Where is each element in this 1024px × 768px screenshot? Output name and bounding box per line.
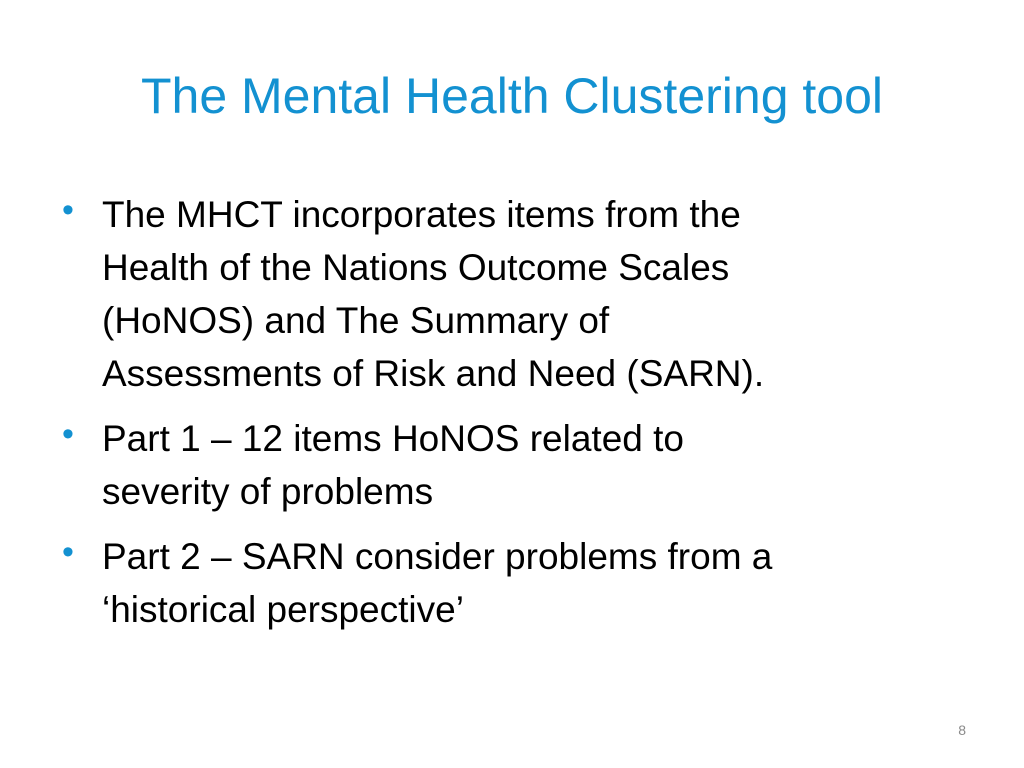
slide-title: The Mental Health Clustering tool — [140, 68, 884, 124]
bullet-list — [62, 188, 962, 648]
bullet-text: Part 2 – SARN consider problems from a ‘historical perspective’ — [102, 536, 773, 630]
bullet-text: The MHCT incorporates items from the Health of the Nations Outcome Scales (HoNOS) and The Summary of Assessments of Risk and Need (SARN). — [102, 194, 765, 394]
bullet-dot-icon: • — [62, 191, 74, 229]
bullet-dot-icon: • — [62, 533, 74, 571]
bullet-item-part-1 — [62, 412, 962, 518]
page-number: 8 — [958, 722, 966, 738]
bullet-item-part-2 — [62, 530, 962, 636]
bullet-text: Part 1 – 12 items HoNOS related to severity of problems — [102, 418, 684, 512]
bullet-dot-icon: • — [62, 415, 74, 453]
bullet-item-incorporates — [62, 188, 962, 400]
